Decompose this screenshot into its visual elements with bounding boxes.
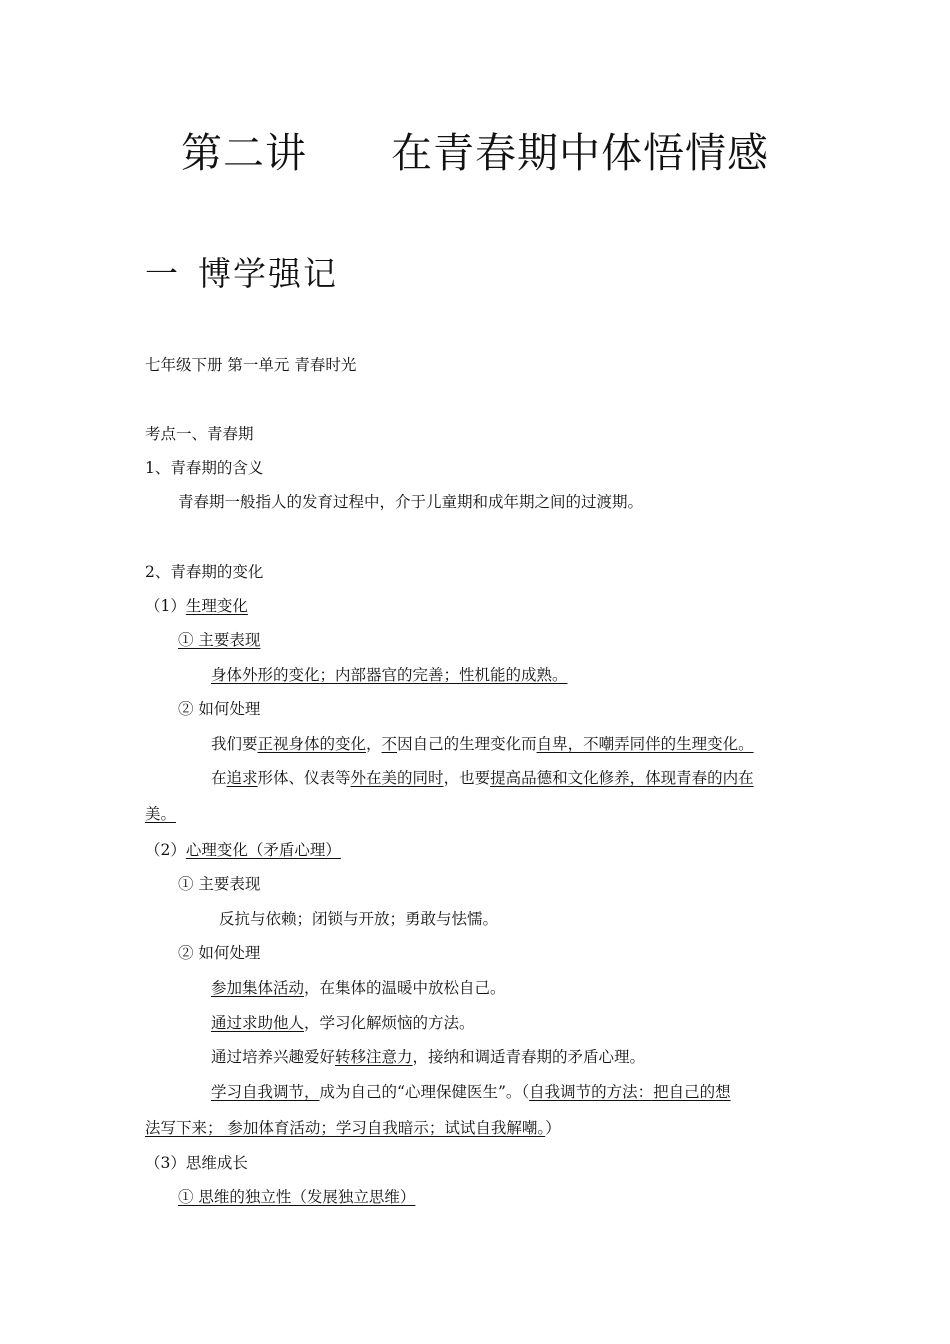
text-run: 成为自己的“心理保健医生”。（ xyxy=(319,1083,530,1101)
item1-body: 青春期一般指人的发育过程中，介于儿童期和成年期之间的过渡期。 xyxy=(178,493,644,511)
underlined-run: 提高品德和文化修养，体现青春的内在 xyxy=(490,769,754,787)
text-run: ，也要 xyxy=(443,769,491,787)
unit-line: 七年级下册 第一单元 青春时光 xyxy=(145,356,357,374)
sub1-a-text: 身体外形的变化；内部器官的完善；性机能的成熟。 xyxy=(211,666,568,684)
text-run: ） xyxy=(545,1119,561,1137)
item1-heading: 1、青春期的含义 xyxy=(145,459,264,477)
sub1-b-heading: ② 如何处理 xyxy=(178,700,261,718)
section-label: 博学强记 xyxy=(198,254,338,293)
sub1-b-line2-cont xyxy=(145,804,181,824)
text-run: ， xyxy=(366,735,382,753)
underlined-run: 通过求助他人 xyxy=(211,1014,305,1032)
text-run: ，学习化解烦恼的方法。 xyxy=(304,1014,475,1032)
underlined-run: 转移注意力 xyxy=(335,1048,413,1066)
sub1-a-body xyxy=(211,665,572,685)
sub3-a-heading xyxy=(178,1187,420,1207)
section-number: 一 xyxy=(145,254,180,293)
underlined-run: 追求 xyxy=(226,769,258,787)
underlined-run: 学习自我调节， xyxy=(211,1083,320,1101)
underlined-run: 正视身体的变化 xyxy=(257,735,367,753)
sub2-prefix: （2） xyxy=(145,841,186,859)
sub2-title: 心理变化（矛盾心理） xyxy=(185,841,341,859)
kaodian-heading: 考点一、青春期 xyxy=(145,425,254,443)
title-topic: 在青春期中体悟情感 xyxy=(391,129,769,177)
underlined-run: 不 xyxy=(381,735,398,753)
underlined-run: 法写下来； 参加体育活动；学习自我暗示；试试自我解嘲。 xyxy=(145,1119,546,1137)
sub2-b-line4 xyxy=(211,1082,731,1102)
text-run: ，接纳和调适青春期的矛盾心理。 xyxy=(412,1048,646,1066)
sub2-b-line3 xyxy=(211,1047,645,1067)
underlined-run: ① 思维的独立性（发展独立思维） xyxy=(178,1188,416,1206)
sub1-heading xyxy=(145,596,248,616)
sub2-a-heading: ① 主要表现 xyxy=(178,875,261,893)
sub1-title: 生理变化 xyxy=(185,597,248,615)
sub1-a-title: ① 主要表现 xyxy=(178,631,261,649)
text-run: ，在集体的温暖中放松自己。 xyxy=(304,979,506,997)
sub2-b-heading: ② 如何处理 xyxy=(178,944,261,962)
sub1-a-heading xyxy=(178,630,260,650)
underlined-run: 自我调节的方法：把自己的想 xyxy=(529,1083,731,1101)
underlined-run: 外在美的同时 xyxy=(350,769,444,787)
text-run: 我们要 xyxy=(211,735,258,753)
title-lecture: 第二讲 xyxy=(181,129,307,177)
underlined-run: 自卑，不嘲弄同伴的生理变化。 xyxy=(536,735,754,753)
item2-heading: 2、青春期的变化 xyxy=(145,563,264,581)
underlined-run: 参加集体活动 xyxy=(211,979,305,997)
text-run: 因自己的生理变化而 xyxy=(397,735,537,753)
page-title xyxy=(0,128,950,178)
sub2-heading xyxy=(145,840,341,860)
sub2-b-line1 xyxy=(211,978,506,998)
sub2-a-body: 反抗与依赖；闭锁与开放；勇敢与怯懦。 xyxy=(219,910,499,928)
sub2-b-line4-cont xyxy=(145,1118,561,1138)
text-run: 通过培养兴趣爱好 xyxy=(211,1048,336,1066)
text-run: 形体、仪表等 xyxy=(257,769,351,787)
text-run: 在 xyxy=(211,769,227,787)
sub1-prefix: （1） xyxy=(145,597,186,615)
section-heading xyxy=(145,252,338,296)
sub2-b-line2 xyxy=(211,1013,475,1033)
sub3-heading: （3）思维成长 xyxy=(145,1154,248,1172)
underlined-run: 美。 xyxy=(145,805,177,823)
sub1-b-line2 xyxy=(211,768,754,788)
sub1-b-line1 xyxy=(211,734,754,754)
